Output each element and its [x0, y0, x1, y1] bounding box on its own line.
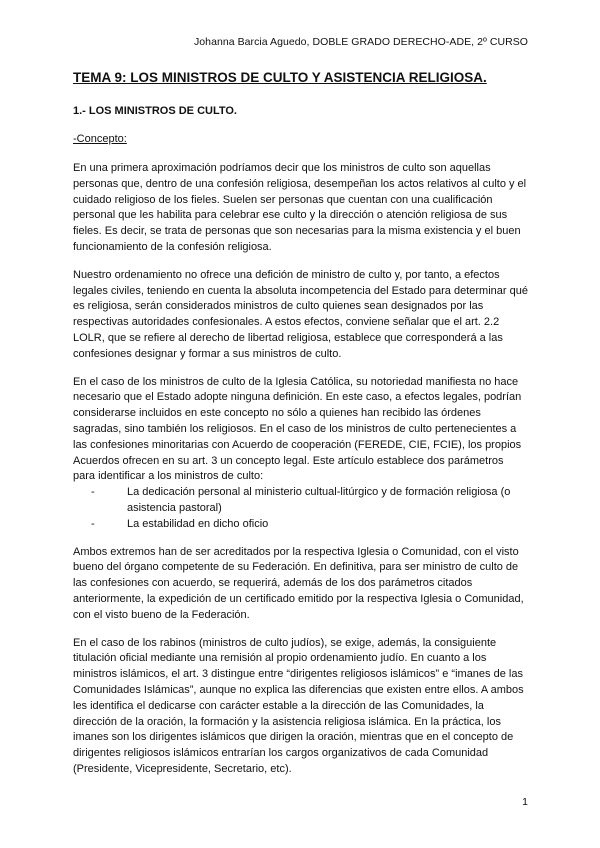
list-item: - La dedicación personal al ministerio cultual-litúrgico y de formación religiosa (o asistencia pastoral) [91, 485, 528, 517]
section-heading: 1.- LOS MINISTROS DE CULTO. [73, 105, 237, 117]
document-body [73, 70, 528, 790]
paragraph-rabbis-imams: En el caso de los rabinos (ministros de culto judíos), se exige, además, la consiguiente titulación oficial mediante una remisión al propio ordenamiento judío. En cuanto a los ministros islámicos, el art. 3 distingue entre “dirigentes religiosos islámicos” e “imanes de las Comunidades Islámicas”, aunque no explica las diferencias que existen entre ellos. A ambos les identifica el dedicarse con carácter estable a la dirección de las Comunidades, la dirección de la oración, la formación y la asistencia religiosa islámica. En la práctica, los imanes son los dirigentes islámicos que dirigen la oración, mientras que en el concepto de dirigentes religiosos islámicos entrarían los cargos organizativos de cada Comunidad (Presidente, Vicepresidente, Secretario, etc). [73, 636, 524, 775]
subsection-heading: -Concepto: [73, 133, 127, 145]
parameters-list [73, 485, 528, 532]
paragraph-definition: En una primera aproximación podríamos decir que los ministros de culto son aquellas personas que, dentro de una confesión religiosa, desempeñan los actos relativos al culto y el cuidado religioso de los fieles. Suelen ser personas que cuentan con una cualificación personal que les habilita para celebrar ese culto y la dirección o atención religiosa de sus fieles. Es decir, se trata de personas que son necesarias para la misma existencia y el buen funcionamiento de la confesión religiosa. [73, 162, 527, 253]
page-header: Johanna Barcia Aguedo, DOBLE GRADO DERECHO-ADE, 2º CURSO [193, 36, 528, 48]
document-title: TEMA 9: LOS MINISTROS DE CULTO Y ASISTENCIA RELIGIOSA. [73, 70, 487, 85]
list-item: - La estabilidad en dicho oficio [91, 517, 528, 533]
page-number: 1 [522, 796, 528, 808]
paragraph-legal-framework: Nuestro ordenamiento no ofrece una defición de ministro de culto y, por tanto, a efectos legales civiles, teniendo en cuenta la absoluta incompetencia del Estado para determinar qué es religiosa, serán considerados ministros de culto quienes sean designados por las respectivas autoridades confesionales. A estos efectos, conviene señalar que el art. 2.2 LOLR, que se refiere al derecho de libertad religiosa, establece que corresponderá a las confesiones designar y formar a sus ministros de culto. [73, 268, 528, 360]
paragraph-accreditation: Ambos extremos han de ser acreditados por la respectiva Iglesia o Comunidad, con el visto bueno del órgano competente de su Federación. En definitiva, para ser ministro de culto de las confesiones con acuerdo, se requerirá, además de los dos parámetros citados anteriormente, la expedición de un certificado emitido por la respectiva Iglesia o Comunidad, con el visto bueno de la Federación. [73, 545, 524, 621]
paragraph-catholic-church: En el caso de los ministros de culto de la Iglesia Católica, su notoriedad manifiesta no hace necesario que el Estado adopte ninguna definición. En este caso, a efectos legales, podrían considerarse incluidos en este concepto no sólo a quienes han recibido las órdenes sagradas, sino también los religiosos. En el caso de los ministros de culto pertenecientes a las confesiones minoritarias con Acuerdo de cooperación (FEREDE, CIE, FCIE), los propios Acuerdos ofrecen en su art. 3 un concepto legal. Este artículo establece dos parámetros para identificar a los ministros de culto: [73, 375, 522, 483]
